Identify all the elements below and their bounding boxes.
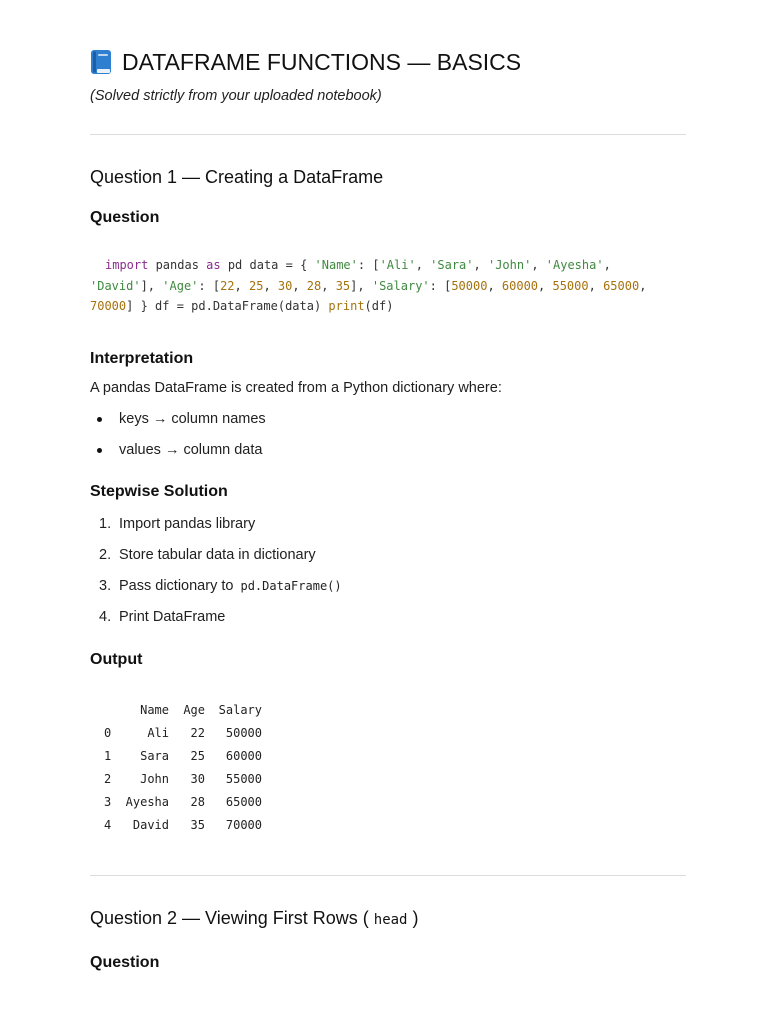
table-cell: 25 [190,749,205,763]
steps-list [90,514,686,627]
code-text: pd data = { [220,258,315,272]
table-row [104,745,262,768]
step-item [90,607,686,627]
code-number: 50000 [451,278,488,293]
code-string: 'Ali' [379,258,416,272]
code-text: , [487,278,502,293]
divider [90,875,686,876]
code-number: 25 [248,278,264,293]
code-text: , [321,278,336,293]
code-number: 30 [277,278,293,293]
code-number: 55000 [552,278,589,293]
table-cell: 50000 [225,726,262,740]
question-heading: Question [90,209,160,226]
table-cell: John [140,772,169,786]
code-text: : [ [198,278,221,293]
table-cell: 30 [190,772,205,786]
question-2-title [90,906,686,932]
table-cell: 0 [104,726,112,740]
output-heading: Output [90,650,143,668]
code-text: , [588,278,604,293]
code-keyword: as [206,258,221,272]
code-text: ], [350,278,372,293]
page-subtitle: (Solved strictly from your uploaded notebook) [90,88,382,104]
column-header: Age [183,703,205,717]
code-text: (df) [364,299,394,313]
table-row [104,814,262,837]
code-string: 'John' [487,258,532,272]
step-number: 4. [99,608,112,625]
table-cell: 22 [190,726,205,740]
question-heading: Question [90,953,160,971]
code-string: 'David' [90,278,141,293]
code-number: 65000 [603,278,640,293]
inline-code: pd.DataFrame() [240,578,342,593]
code-text: , [531,258,546,272]
table-cell: 1 [104,749,112,763]
code-text: ], [140,278,163,293]
code-text: , [263,278,278,293]
step-text: Print DataFrame [119,608,226,625]
inline-code: head [373,911,408,928]
bullet-list [90,409,686,460]
step-item [90,576,686,596]
code-number: 35 [335,278,351,293]
step-text: Store tabular data in dictionary [119,546,316,563]
question-2-title-text: Question 2 — Viewing First Rows ( [90,907,374,928]
column-header: Salary [218,703,262,717]
table-cell: Ayesha [125,795,169,809]
code-text: , [538,278,553,293]
code-string: 'Salary' [371,278,430,293]
code-string: 'Age' [162,278,199,293]
table-cell: 70000 [225,818,262,832]
code-number: 60000 [501,278,539,293]
table-cell: 55000 [225,772,262,786]
code-text: , [292,278,307,293]
table-header-row [104,699,262,722]
code-block [90,255,686,317]
code-string: 'Ayesha' [545,258,604,272]
question-2-title-suffix: ) [407,907,419,928]
column-header: Name [140,703,169,717]
question-1-title: Question 1 — Creating a DataFrame [90,167,384,187]
code-text: , [234,278,249,293]
step-item [90,514,686,534]
table-cell: Ali [147,726,169,740]
table-cell: Sara [140,749,169,763]
table-cell: 28 [190,795,205,809]
code-keyword: import [105,258,149,272]
table-row [104,791,262,814]
step-text: Import pandas library [119,515,256,532]
step-number: 3. [99,577,112,594]
step-item [90,545,686,565]
code-string: 'Sara' [430,258,474,272]
table-row [104,722,262,745]
table-cell: 35 [190,818,205,832]
table-cell: 2 [104,772,112,786]
interpretation-text: A pandas DataFrame is created from a Python dictionary where: [90,379,502,396]
code-text: , [415,258,431,272]
list-item: values → column data [90,440,686,460]
table-cell: 65000 [225,795,262,809]
column-header [104,699,114,722]
book-icon [90,49,112,75]
step-number: 2. [99,546,112,563]
code-text: : [ [429,278,452,293]
stepwise-heading: Stepwise Solution [90,482,228,500]
step-text: Pass dictionary to [119,577,234,594]
code-text: , [473,258,488,272]
output-table [104,699,262,837]
table-cell: 3 [104,795,112,809]
code-text: : [ [357,258,380,272]
code-text: pandas [148,258,207,272]
code-function: print [328,299,365,313]
table-cell: 4 [104,818,112,832]
table-cell: David [132,818,169,832]
code-number: 28 [306,278,322,293]
divider [90,134,686,135]
code-number: 22 [220,278,235,293]
step-number: 1. [99,515,112,532]
code-text: ] } df = pd.DataFrame(data) [126,299,329,313]
page-title-text: DATAFRAME FUNCTIONS — BASICS [122,49,522,75]
code-string: 'Name' [314,258,358,272]
code-number: 70000 [90,299,127,313]
page-title [90,0,686,78]
code-text: , [639,278,647,293]
code-text: , [603,258,611,272]
table-cell: 60000 [225,749,262,763]
list-item: keys → column names [90,409,686,429]
interpretation-heading: Interpretation [90,349,194,367]
table-row [104,768,262,791]
